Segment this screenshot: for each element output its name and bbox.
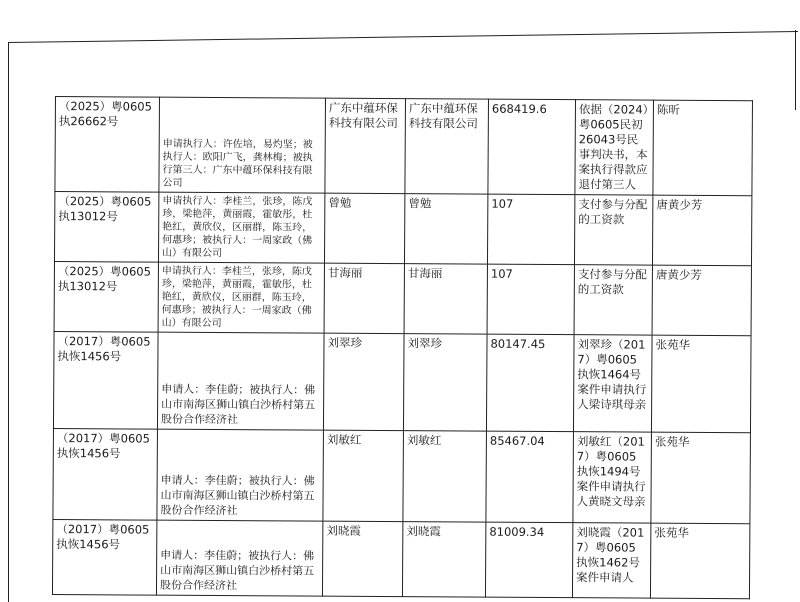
parties-text: 申请执行人：许佐培，易灼坚；被执行人：欧阳广飞，龚林梅；被执行第三人：广东中蕴环保科技有限公司 [162, 138, 313, 189]
parties-text: 申请人：李佳蔚；被执行人：佛山市南海区狮山镇白沙桥村第五股份合作经济社 [159, 548, 315, 593]
handler-cell: 唐黄少芳 [652, 265, 751, 336]
payer-cell: 刘翠珍 [323, 333, 404, 430]
table-row [55, 97, 753, 196]
payee-cell: 刘晓霞 [402, 522, 485, 598]
case-number-cell: （2017）粤0605执恢1456号 [52, 519, 156, 595]
case-number-cell: （2025）粤0605执26662号 [55, 97, 160, 193]
scan-border-right [795, 30, 796, 110]
scan-border-top [8, 31, 798, 43]
table-row [53, 331, 751, 432]
parties-cell: 申请执行人：李桂兰，张珍，陈戊珍，梁艳萍，黄丽霞，霍敏彤，杜艳红，黄欣仪，区丽群，陈玉玲，何惠珍；被执行人：一周家政（佛山）有限公司 [158, 192, 324, 263]
case-number-cell: （2017）粤0605执恢1456号 [53, 331, 158, 429]
payee-cell: 刘翠珍 [403, 334, 487, 432]
scan-border-left [8, 42, 9, 602]
case-number-cell: （2017）粤0605执恢1456号 [53, 428, 158, 520]
handler-cell: 唐黄少芳 [652, 195, 751, 266]
reason-cell: 刘敏红（2017）粤0605执恢1494号案件申请执行人黄晓文母亲 [573, 432, 652, 523]
table-row [54, 261, 751, 335]
handler-cell: 陈昕 [653, 100, 753, 196]
parties-cell [157, 429, 324, 521]
payee-cell: 曾勉 [404, 194, 487, 265]
payer-cell: 刘敏红 [323, 430, 404, 521]
payer-cell: 甘海丽 [324, 263, 404, 333]
amount-cell: 85467.04 [486, 431, 574, 523]
parties-cell [159, 97, 326, 193]
reason-cell: 刘翠珍（2017）粤0605执恢1464号案件申请执行人梁诗琪母亲 [573, 335, 652, 432]
payee-cell: 广东中蕴环保科技有限公司 [405, 99, 489, 195]
reason-cell: 刘晓霞（2017）粤0605执恢1462号案件申请人 [572, 523, 650, 598]
payer-cell: 刘晓霞 [322, 521, 402, 596]
parties-cell [156, 520, 322, 596]
amount-cell: 107 [487, 264, 574, 335]
payer-cell: 广东中蕴环保科技有限公司 [325, 98, 406, 193]
table-row [53, 428, 751, 523]
case-number-cell: （2025）粤0605执13012号 [54, 261, 158, 332]
parties-text: 申请人：李佳蔚；被执行人：佛山市南海区狮山镇白沙桥村第五股份合作经济社 [160, 382, 316, 427]
payment-table [52, 96, 753, 599]
handler-cell: 张苑华 [651, 432, 751, 524]
parties-text: 申请人：李佳蔚；被执行人：佛山市南海区狮山镇白沙桥村第五股份合作经济社 [160, 473, 315, 518]
amount-cell: 80147.45 [486, 334, 574, 432]
table-row [54, 192, 751, 266]
amount-cell: 81009.34 [485, 522, 572, 598]
amount-cell: 668419.6 [488, 99, 576, 195]
handler-cell: 张苑华 [651, 335, 751, 433]
payee-cell: 刘敏红 [403, 431, 487, 523]
reason-cell: 支付参与分配的工资款 [574, 265, 652, 335]
payer-cell: 曾勉 [324, 193, 404, 263]
table-row [52, 519, 749, 598]
reason-cell: 依据（2024）粤0605民初26043号民事判决书，本案执行得款应退付第三人 [575, 100, 654, 195]
reason-cell: 支付参与分配的工资款 [574, 195, 652, 265]
parties-cell: 申请执行人：李桂兰，张珍，陈戊珍，梁艳萍，黄丽霞，霍敏彤，杜艳红，黄欣仪，区丽群，陈玉玲，何惠珍；被执行人：一周家政（佛山）有限公司 [158, 262, 324, 333]
parties-cell [157, 332, 324, 430]
handler-cell: 张苑华 [650, 523, 749, 599]
amount-cell: 107 [487, 194, 574, 265]
case-number-cell: （2025）粤0605执13012号 [54, 192, 158, 263]
payee-cell: 甘海丽 [404, 264, 487, 335]
